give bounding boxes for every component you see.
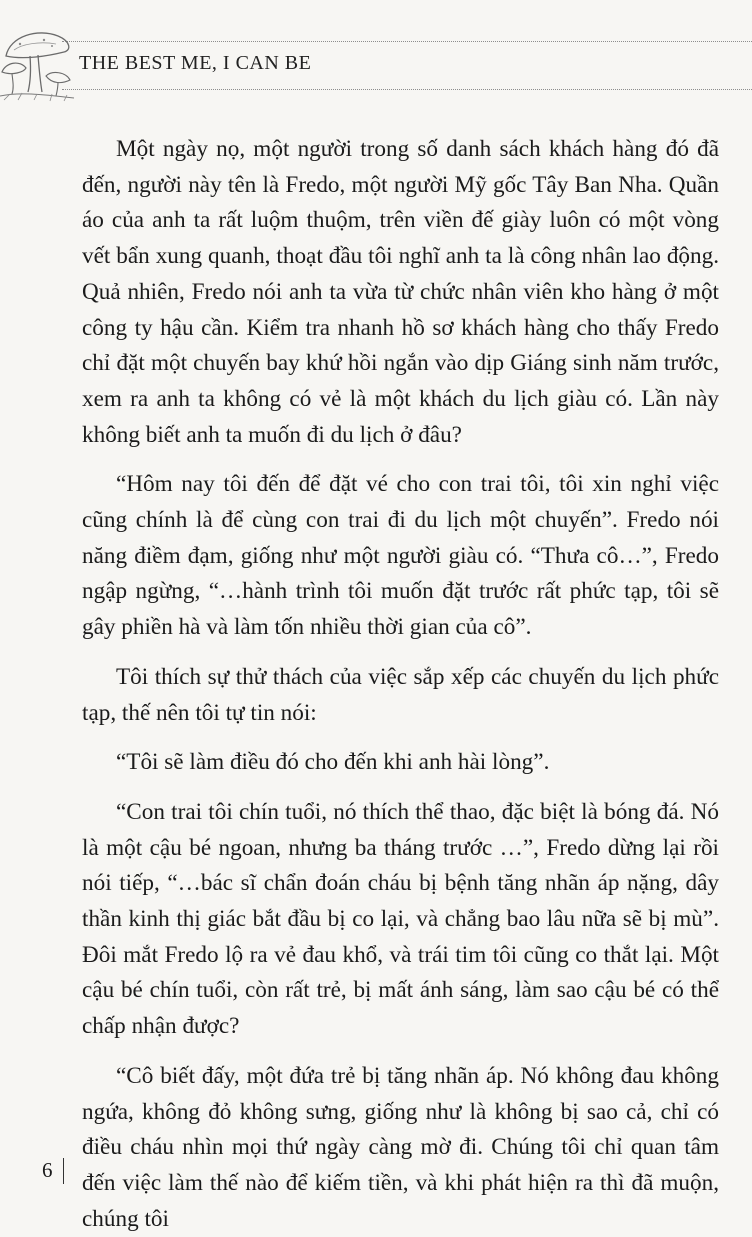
paragraph: Tôi thích sự thử thách của việc sắp xếp các chuyến du lịch phức tạp, thế nên tôi tự tin nói: — [82, 663, 719, 726]
page-header — [0, 0, 752, 110]
header-rule-bottom — [62, 89, 752, 90]
header-rule-top — [62, 41, 752, 42]
paragraph: “Con trai tôi chín tuổi, nó thích thể thao, đặc biệt là bóng đá. Nó là một cậu bé ngoan, nhưng ba tháng trước …”, Fredo dừng lại rồi nói tiếp, “…bác sĩ chẩn đoán cháu bị bệnh tăng nhãn áp nặng, dây thần kinh thị giác bắt đầu bị co lại, và chẳng bao lâu nữa sẽ bị mù”. Đôi mắt Fredo lộ ra vẻ đau khổ, và trái tim tôi cũng co thắt lại. Một cậu bé chín tuổi, còn rất trẻ, bị mất ánh sáng, làm sao cậu bé có thể chấp nhận được? — [82, 798, 719, 1040]
page-number: 6 — [42, 1158, 53, 1182]
paragraph: “Hôm nay tôi đến để đặt vé cho con trai tôi, tôi xin nghỉ việc cũng chính là để cùng con trai đi du lịch một chuyến”. Fredo nói năng điềm đạm, giống như một người giàu có. “Thưa cô…”, Fredo ngập ngừng, “…hành trình tôi muốn đặt trước rất phức tạp, tôi sẽ gây phiền hà và làm tốn nhiều thời gian của cô”. — [82, 471, 719, 641]
page-number-divider — [63, 1158, 64, 1184]
paragraph: “Cô biết đấy, một đứa trẻ bị tăng nhãn áp. Nó không đau không ngứa, không đỏ không sưng, giống như là không bị sao cả, chỉ có điều cháu nhìn mọi thứ ngày càng mờ đi. Chúng tôi chỉ quan tâm đến việc làm thế nào để kiếm tiền, và khi phát hiện ra thì đã muộn, chúng tôi — [82, 1062, 719, 1232]
paragraph: Một ngày nọ, một người trong số danh sách khách hàng đó đã đến, người này tên là Fredo, một người Mỹ gốc Tây Ban Nha. Quần áo của anh ta rất luộm thuộm, trên viền đế giày luôn có một vòng vết bẩn xung quanh, thoạt đầu tôi nghĩ anh ta là công nhân lao động. Quả nhiên, Fredo nói anh ta vừa từ chức nhân viên kho hàng ở một công ty hậu cần. Kiểm tra nhanh hồ sơ khách hàng cho thấy Fredo chỉ đặt một chuyến bay khứ hồi ngắn vào dịp Giáng sinh năm trước, xem ra anh ta không có vẻ là một khách du lịch giàu có. Lần này không biết anh ta muốn đi du lịch ở đâu? — [82, 136, 719, 448]
running-title: THE BEST ME, I CAN BE — [79, 52, 312, 74]
mushroom-illustration-icon — [0, 14, 78, 106]
paragraph: “Tôi sẽ làm điều đó cho đến khi anh hài lòng”. — [116, 749, 550, 776]
body-text — [82, 132, 719, 1237]
